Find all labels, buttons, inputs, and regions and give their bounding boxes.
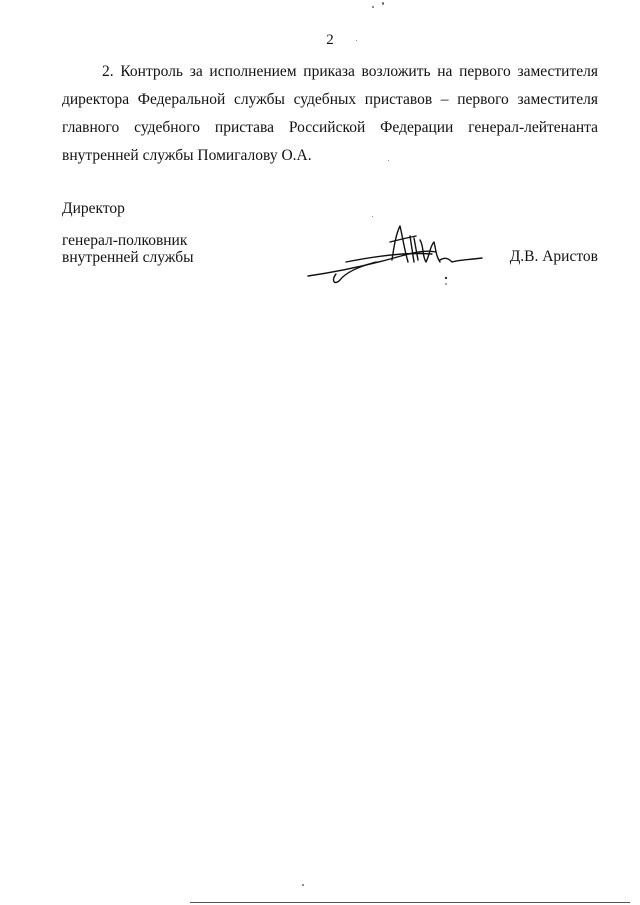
scan-edge-line: [190, 902, 630, 903]
handwritten-signature-icon: [306, 216, 486, 288]
scan-speck: [372, 216, 373, 217]
scan-speck: [382, 2, 384, 5]
signatory-title: Директор: [62, 200, 125, 217]
scan-speck: [356, 40, 357, 41]
signatory-rank: [62, 232, 194, 266]
scan-speck: [302, 884, 304, 886]
paragraph-text: 2. Контроль за исполнением приказа возложить на первого заместителя директора Федеральной службы судебных приставов – первого заместителя главного судебного пристава Российской Федерации генерал-лейтенанта внутренней службы Помигалову О.А.: [62, 63, 598, 164]
signatory-name: Д.В. Аристов: [509, 248, 598, 265]
scan-speck: [388, 160, 389, 161]
signatory-rank-line-1: генерал-полковник: [62, 232, 188, 249]
scan-speck: [372, 6, 374, 8]
page-number: 2: [326, 32, 334, 48]
signatory-rank-line-2: внутренней службы: [62, 249, 194, 266]
paragraph-2: [62, 58, 598, 170]
